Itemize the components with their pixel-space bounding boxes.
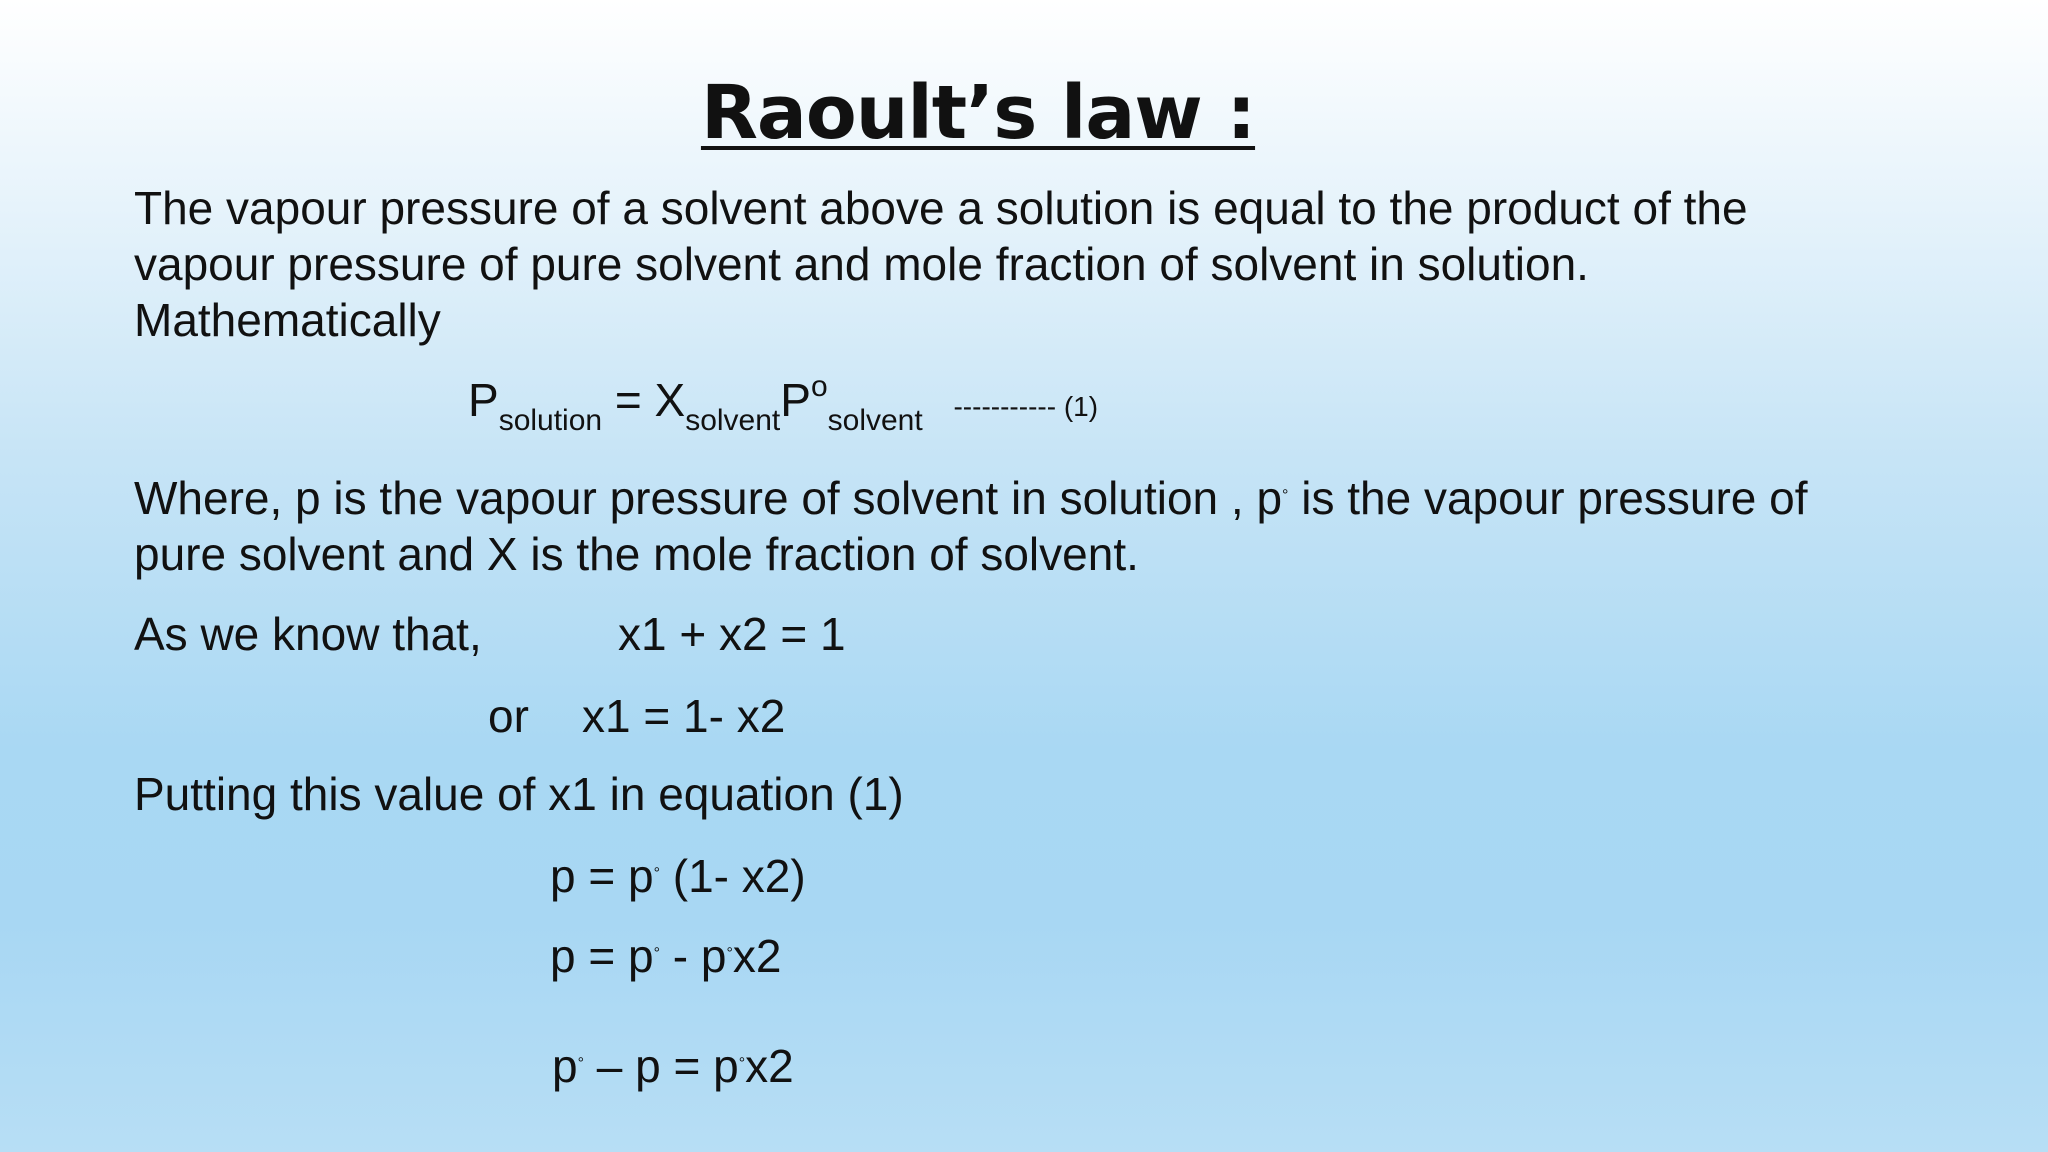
or-label: or bbox=[488, 690, 529, 742]
step1-degree: ° bbox=[653, 865, 660, 882]
step1-a: p = p bbox=[550, 850, 654, 902]
know-equation: x1 + x2 = 1 bbox=[618, 608, 846, 660]
eq-reference: ----------- (1) bbox=[953, 391, 1099, 422]
eq-sub-solution: solution bbox=[498, 404, 603, 437]
equation-raoult bbox=[468, 372, 1098, 435]
know-label: As we know that, bbox=[134, 608, 482, 660]
or-equation: x1 = 1- x2 bbox=[582, 690, 786, 742]
para1-line1: The vapour pressure of a solvent above a solution is equal to the product of the bbox=[134, 182, 1748, 234]
eq-p: P bbox=[468, 374, 499, 426]
eq-sub-solvent2: solvent bbox=[827, 404, 923, 437]
step3-degree: ° bbox=[577, 1055, 584, 1072]
step2-a: p = p bbox=[550, 930, 654, 982]
para1-line3: Mathematically bbox=[134, 294, 441, 346]
eq-p2: P bbox=[780, 374, 811, 426]
para1-line2: vapour pressure of pure solvent and mole fraction of solvent in solution. bbox=[134, 238, 1589, 290]
eq-equals-x: = X bbox=[602, 374, 686, 426]
step3-b: – p = p bbox=[584, 1040, 739, 1092]
step-3 bbox=[552, 1038, 794, 1094]
para2-line1-b: is the vapour pressure of bbox=[1288, 472, 1808, 524]
step1-b: (1- x2) bbox=[660, 850, 806, 902]
step2-b: - p bbox=[660, 930, 727, 982]
step2-degree: ° bbox=[653, 945, 660, 962]
step3-a: p bbox=[552, 1040, 578, 1092]
step-2 bbox=[550, 928, 781, 984]
step3-degree2: ° bbox=[738, 1055, 746, 1072]
eq-sub-solvent: solvent bbox=[685, 404, 781, 437]
slide-title: Raoult’s law : bbox=[700, 70, 1256, 156]
step2-degree2: ° bbox=[726, 945, 733, 962]
putting-line: Putting this value of x1 in equation (1) bbox=[134, 768, 904, 820]
step2-c: x2 bbox=[732, 930, 782, 982]
step3-c: x2 bbox=[745, 1040, 794, 1092]
step-1 bbox=[550, 848, 806, 904]
eq-sup-o: o bbox=[810, 370, 828, 403]
para2-line1-a: Where, p is the vapour pressure of solvent in solution , p bbox=[134, 472, 1283, 524]
para2-line2: pure solvent and X is the mole fraction of solvent. bbox=[134, 528, 1139, 580]
para2-line1 bbox=[134, 470, 1808, 526]
degree-symbol: ° bbox=[1282, 487, 1289, 504]
